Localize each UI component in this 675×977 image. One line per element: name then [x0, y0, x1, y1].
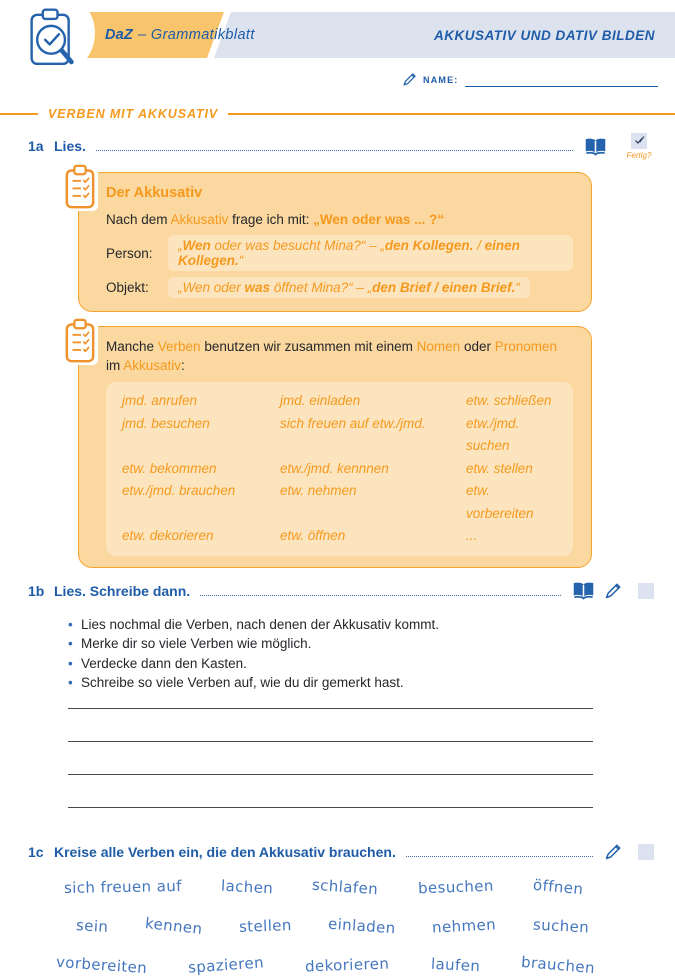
task-1c-done-checkbox[interactable]: [638, 844, 654, 860]
verb-item: etw. bekommen: [122, 460, 217, 476]
answer-line[interactable]: [68, 775, 593, 808]
word-item[interactable]: sich freuen auf: [63, 876, 182, 897]
text-segment: den Kollegen.: [384, 238, 474, 253]
objekt-example-pill: [168, 277, 530, 298]
verb-item: jmd. einladen: [280, 393, 361, 408]
word-item[interactable]: laufen: [430, 954, 481, 975]
word-item[interactable]: besuchen: [417, 876, 494, 897]
answer-lines: [68, 708, 593, 808]
brand-bold: DaZ: [105, 27, 133, 43]
verbs-intro: [106, 338, 573, 375]
pencil-icon: [402, 72, 417, 87]
text-segment: öffnet Mina?“ – „: [270, 280, 373, 295]
task-1a-row: [28, 136, 654, 160]
word-item[interactable]: dekorieren: [305, 954, 390, 975]
text-segment: im: [106, 357, 124, 373]
divider-line-right: [228, 113, 675, 115]
word-item[interactable]: suchen: [532, 915, 590, 936]
brand-rest: – Grammatikblatt: [138, 27, 255, 43]
verb-item: etw. nehmen: [280, 483, 357, 498]
task-1c-label: Kreise alle Verben ein, die den Akkusativ brauchen.: [54, 843, 396, 860]
task-1b-label: Lies. Schreibe dann.: [54, 582, 191, 599]
word-item[interactable]: öffnen: [531, 875, 584, 898]
objekt-example-row: [106, 275, 573, 300]
dotted-leader: [200, 586, 561, 596]
instruction-bullet: • Schreibe so viele Verben auf, wie du dir gemerkt hast.: [68, 673, 654, 693]
brand-text: [105, 12, 255, 58]
verb-item: etw. öffnen: [280, 528, 346, 543]
box-title: Der Akkusativ: [106, 185, 203, 201]
akkusativ-question-line: [106, 208, 573, 232]
word-cloud-row: [64, 876, 583, 898]
answer-line[interactable]: [68, 709, 593, 742]
name-input-line[interactable]: [465, 72, 659, 87]
verb-item: jmd. besuchen: [122, 415, 210, 431]
task-1b-row: [28, 581, 654, 601]
text-segment: Verben: [157, 339, 201, 354]
verb-item: etw. stellen: [466, 460, 533, 476]
answer-line[interactable]: [68, 742, 593, 775]
text-segment: “: [515, 280, 520, 295]
section-title: VERBEN MIT AKKUSATIV: [48, 107, 219, 121]
word-cloud-row: [56, 954, 595, 976]
page-title: AKKUSATIV UND DATIV BILDEN: [434, 27, 655, 43]
text-segment: Manche: [106, 339, 158, 354]
verbs-grid: [106, 382, 573, 556]
task-1a-label: Lies.: [54, 138, 86, 154]
text-segment: :: [181, 357, 185, 373]
text-segment: den Brief / einen Brief.: [372, 280, 516, 295]
verb-item: ...: [466, 528, 478, 543]
book-icon: [572, 581, 595, 600]
instruction-bullet: • Verdecke dann den Kasten.: [68, 654, 654, 674]
text-segment: /: [473, 238, 485, 253]
text-segment: einen Kollegen.: [178, 238, 520, 268]
word-item[interactable]: stellen: [238, 915, 292, 936]
name-label: NAME:: [423, 75, 459, 85]
word-item[interactable]: lachen: [220, 876, 274, 897]
text-segment: Nomen: [416, 339, 461, 354]
verb-item: sich freuen auf etw./jmd.: [280, 415, 426, 431]
instruction-list: [68, 615, 654, 693]
divider-line-left: [0, 113, 38, 115]
task-1a-done-checkbox[interactable]: [631, 133, 647, 149]
clipboard-list-icon: [62, 162, 98, 211]
word-item[interactable]: nehmen: [431, 914, 497, 937]
task-1c-number: 1c: [28, 843, 44, 860]
pencil-icon: [604, 843, 622, 861]
book-icon: [584, 137, 607, 156]
task-1a-number: 1a: [28, 138, 44, 154]
instruction-bullet: • Merke dir so viele Verben wie möglich.: [68, 634, 654, 654]
word-item[interactable]: spazieren: [187, 952, 265, 977]
text-segment: “: [238, 253, 244, 268]
word-item[interactable]: sein: [75, 915, 109, 936]
word-item[interactable]: schlafen: [311, 875, 380, 898]
objekt-label: Objekt:: [106, 280, 149, 295]
verb-item: etw./jmd. suchen: [466, 415, 520, 453]
word-cloud-row: [76, 915, 589, 937]
text-segment: Pronomen: [494, 339, 558, 354]
text-segment: oder: [460, 339, 495, 354]
clipboard-list-icon: [62, 316, 98, 365]
verb-item: jmd. anrufen: [122, 393, 198, 408]
person-example-pill: [168, 235, 573, 271]
word-item[interactable]: vorbereiten: [55, 952, 148, 977]
infobox-akkusativ: [78, 172, 592, 312]
fertig-label: Fertig?: [626, 150, 652, 160]
instruction-bullet: • Lies nochmal die Verben, nach denen der Akkusativ kommt.: [68, 615, 654, 635]
word-item[interactable]: einladen: [327, 914, 397, 937]
pencil-icon: [604, 582, 622, 600]
text-segment: Akkusativ: [170, 212, 229, 227]
dotted-leader: [96, 141, 573, 151]
person-label: Person:: [106, 245, 153, 261]
verb-item: etw./jmd. kennnen: [280, 460, 389, 476]
text-segment: benutzen wir zusammen mit einem: [200, 339, 417, 354]
text-segment: „Wen oder: [178, 280, 245, 295]
text-segment: „Wen oder was ... ?“: [313, 212, 445, 227]
fertig-wrap: [624, 133, 654, 160]
text-segment: Wen: [182, 238, 211, 253]
name-row: [402, 72, 658, 87]
text-segment: „: [178, 238, 183, 253]
task-1b-done-checkbox[interactable]: [638, 583, 654, 599]
task-1c-row: [28, 842, 654, 862]
text-segment: was: [244, 280, 271, 295]
text-segment: Nach dem: [106, 212, 171, 227]
infobox-verben: [78, 326, 592, 568]
person-example-row: [106, 235, 573, 271]
text-segment: Akkusativ: [123, 357, 182, 373]
word-item[interactable]: kennen: [144, 913, 204, 938]
text-segment: frage ich mit:: [228, 212, 314, 227]
word-item[interactable]: brauchen: [520, 952, 596, 977]
verb-item: etw. schließen: [466, 393, 552, 408]
verb-item: etw./jmd. brauchen: [122, 483, 236, 498]
magnifier-clipboard-logo-icon: [27, 6, 77, 68]
text-segment: oder was besucht Mina?“ – „: [210, 238, 385, 253]
verb-item: etw. dekorieren: [122, 528, 214, 543]
task-1b-number: 1b: [28, 582, 45, 599]
section-divider: [0, 106, 675, 122]
dotted-leader: [406, 847, 593, 857]
verb-item: etw. vorbereiten: [466, 483, 534, 521]
